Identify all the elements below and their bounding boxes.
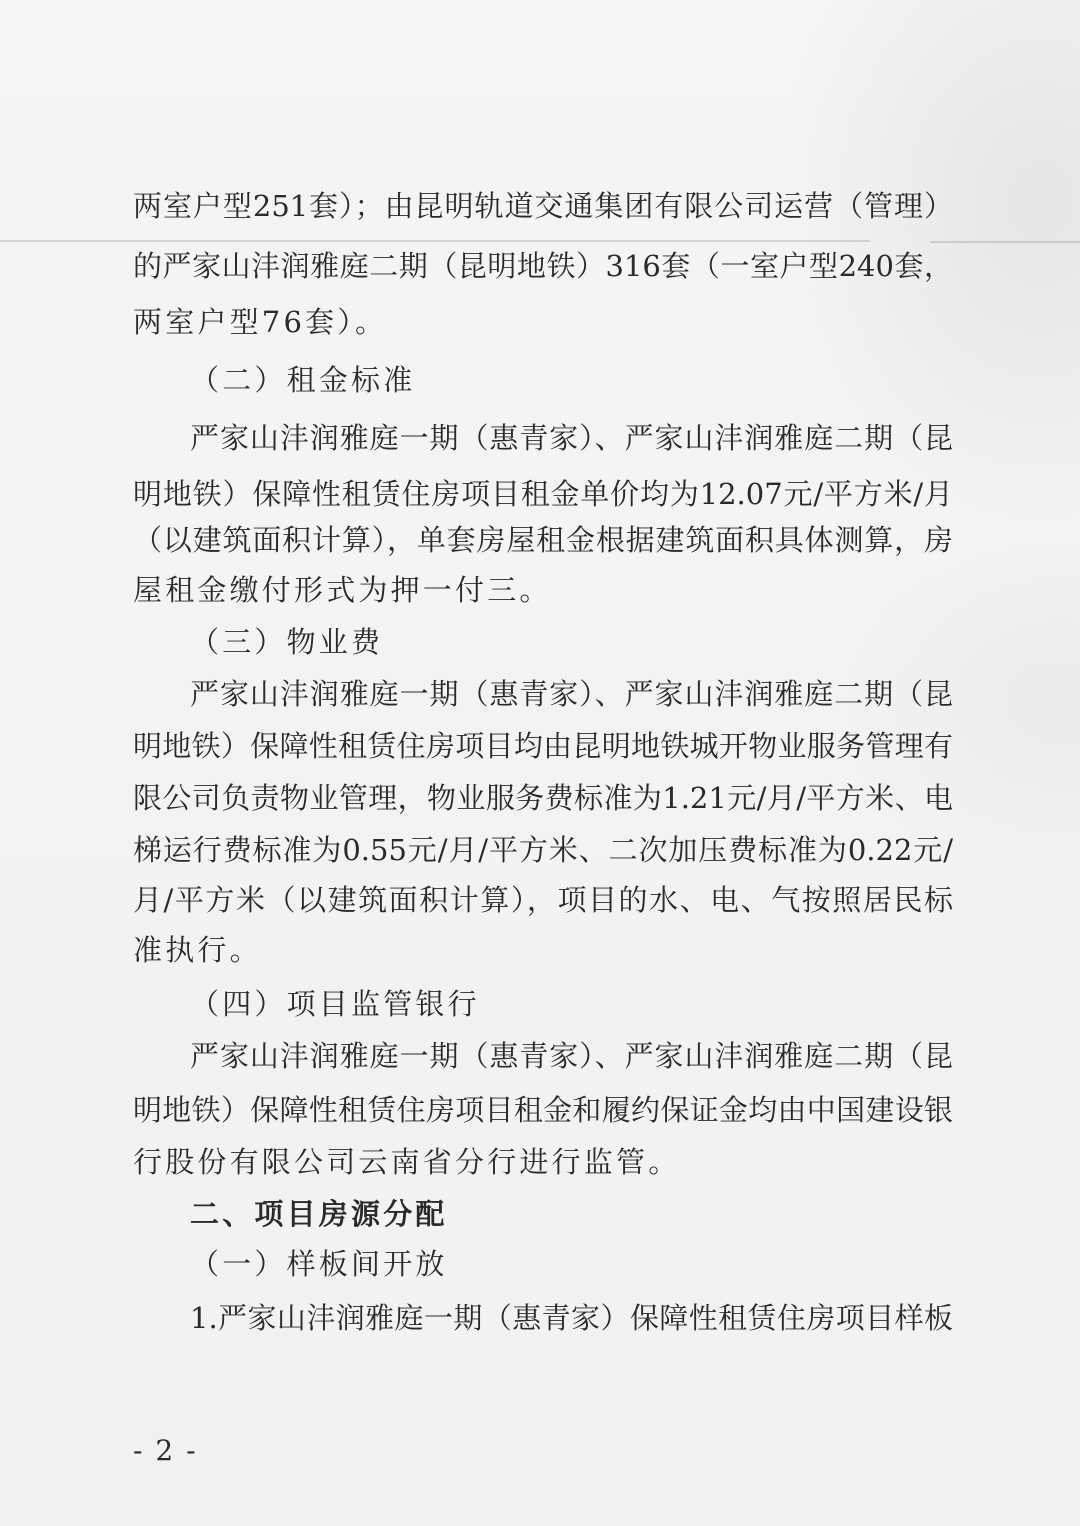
body-line: 明地铁）保障性租赁住房项目租金单价均为12.07元/平方米/月 (133, 477, 953, 511)
body-line: 严家山沣润雅庭一期（惠青家）、严家山沣润雅庭二期（昆 (190, 421, 953, 455)
section-heading: （四）项目监管银行 (190, 987, 480, 1021)
body-line: 月/平方米（以建筑面积计算），项目的水、电、气按照居民标 (133, 883, 953, 917)
body-line: （以建筑面积计算），单套房屋租金根据建筑面积具体测算，房 (133, 523, 953, 557)
body-line: 明地铁）保障性租赁住房项目均由昆明地铁城开物业服务管理有 (133, 729, 953, 763)
body-line: 行股份有限公司云南省分行进行监管。 (133, 1145, 681, 1179)
body-line: 准执行。 (133, 933, 262, 967)
section-heading: （三）物业费 (190, 625, 384, 659)
section-heading: （一）样板间开放 (190, 1247, 448, 1281)
body-line: 严家山沣润雅庭一期（惠青家）、严家山沣润雅庭二期（昆 (190, 1039, 953, 1073)
body-line: 严家山沣润雅庭一期（惠青家）、严家山沣润雅庭二期（昆 (190, 677, 953, 711)
chapter-heading: 二、项目房源分配 (190, 1197, 448, 1231)
scan-artifact-line (930, 241, 1080, 243)
body-line: 屋租金缴付形式为押一付三。 (133, 573, 552, 607)
body-line: 两室户型251套）；由昆明轨道交通集团有限公司运营（管理） (133, 189, 953, 223)
scan-artifact-line (0, 240, 870, 242)
body-line: 明地铁）保障性租赁住房项目租金和履约保证金均由中国建设银 (133, 1093, 953, 1127)
body-line: 1.严家山沣润雅庭一期（惠青家）保障性租赁住房项目样板 (190, 1301, 953, 1335)
body-line: 限公司负责物业管理，物业服务费标准为1.21元/月/平方米、电 (133, 781, 953, 815)
body-line: 梯运行费标准为0.55元/月/平方米、二次加压费标准为0.22元/ (133, 833, 953, 867)
body-line: 的严家山沣润雅庭二期（昆明地铁）316套（一室户型240套， (133, 249, 953, 283)
page-number: - 2 - (133, 1434, 198, 1467)
section-heading: （二）租金标准 (190, 363, 416, 397)
body-line: 两室户型76套）。 (133, 305, 388, 339)
